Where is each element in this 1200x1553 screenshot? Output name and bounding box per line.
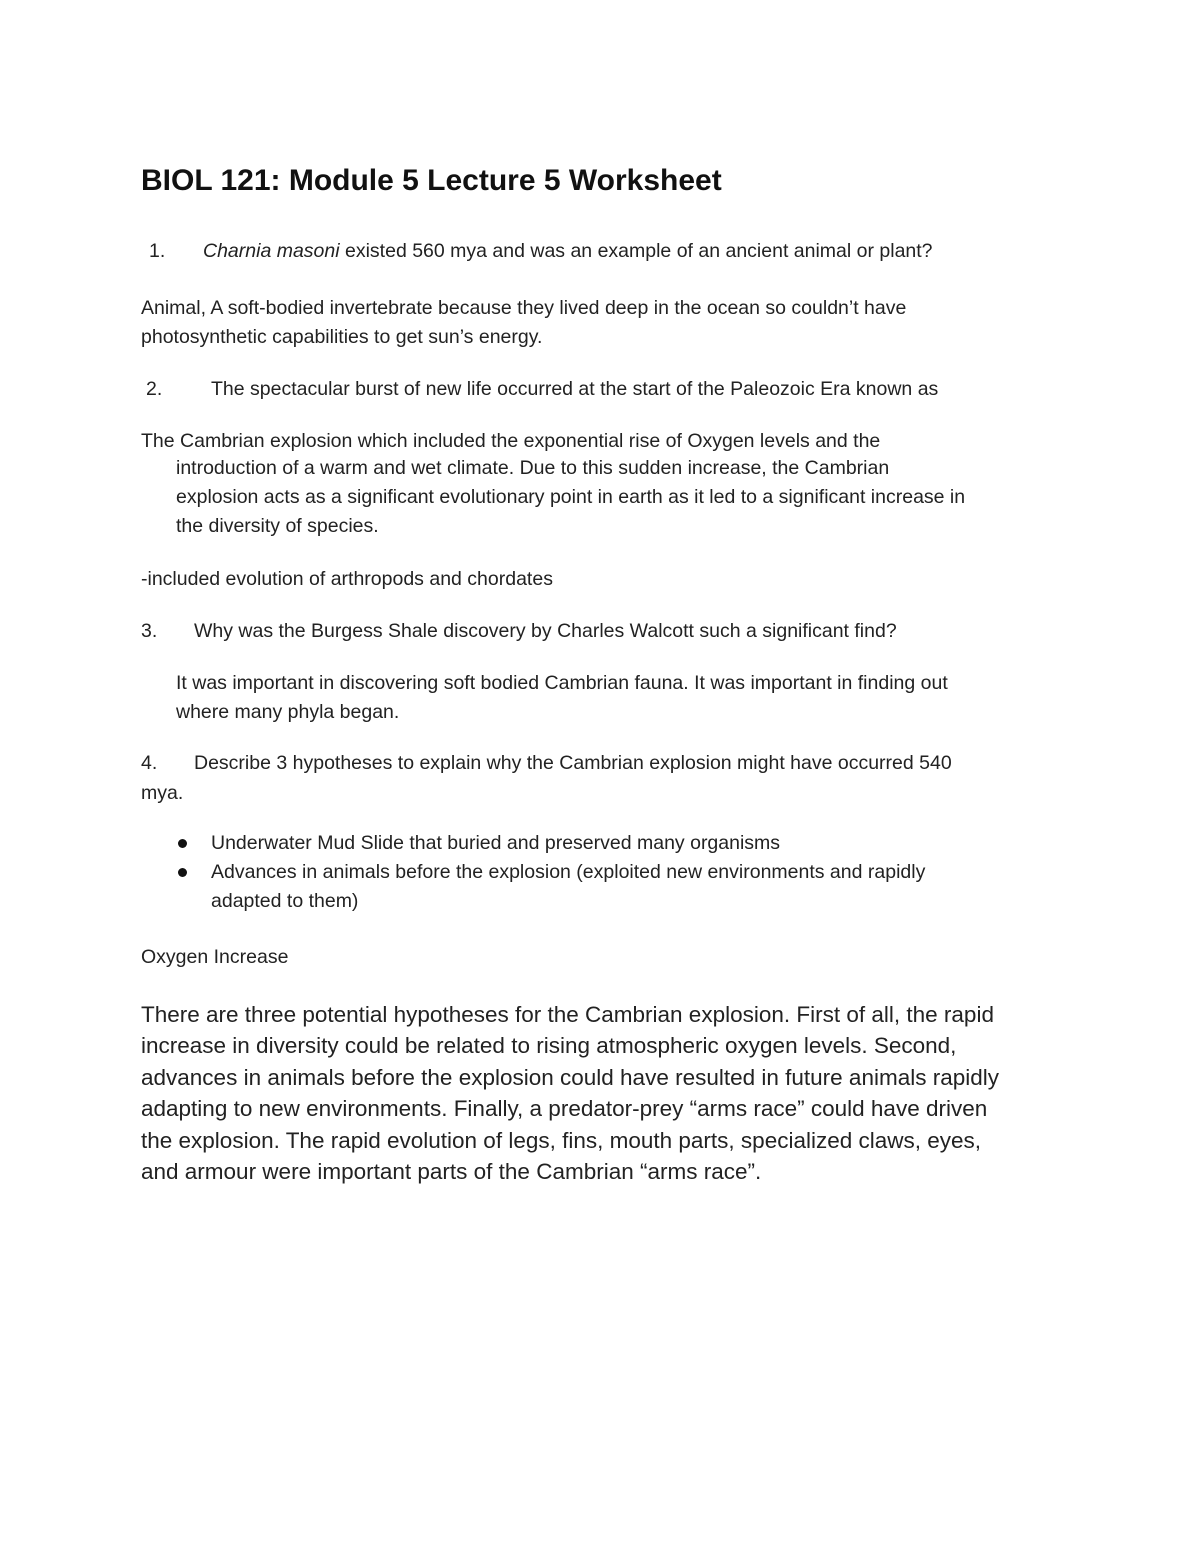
bullet-icon — [178, 839, 187, 848]
q4-paragraph-line-4: adapting to new environments. Finally, a predator-prey “arms race” could have driven — [141, 1096, 988, 1121]
q1-answer-line-2: photosynthetic capabilities to get sun’s energy. — [141, 326, 543, 348]
q3-answer-line-2: where many phyla began. — [176, 701, 400, 723]
q4-paragraph-line-6: and armour were important parts of the Cambrian “arms race”. — [141, 1159, 762, 1184]
q2-question: The spectacular burst of new life occurred at the start of the Paleozoic Era known as — [211, 378, 939, 400]
q4-question-line-2: mya. — [141, 782, 184, 804]
q4-extra: Oxygen Increase — [141, 946, 289, 968]
q1-number: 1. — [149, 240, 166, 262]
q1-question — [203, 242, 933, 262]
q4-bullet-2-line-2: adapted to them) — [211, 890, 359, 912]
page-title: BIOL 121: Module 5 Lecture 5 Worksheet — [141, 164, 722, 197]
q3-answer-line-1: It was important in discovering soft bodied Cambrian fauna. It was important in finding out — [176, 672, 948, 694]
q4-paragraph-line-1: There are three potential hypotheses for the Cambrian explosion. First of all, the rapid — [141, 1002, 994, 1027]
q4-bullet-2-line-1: Advances in animals before the explosion (exploited new environments and rapidly — [211, 861, 926, 883]
q1-species: Charnia masoni — [203, 240, 340, 262]
q3-question: Why was the Burgess Shale discovery by Charles Walcott such a significant find? — [194, 620, 897, 642]
q4-paragraph-line-5: the explosion. The rapid evolution of legs, fins, mouth parts, specialized claws, eyes, — [141, 1128, 982, 1153]
q4-paragraph-line-2: increase in diversity could be related to rising atmospheric oxygen levels. Second, — [141, 1033, 957, 1058]
q2-number: 2. — [146, 378, 163, 400]
q1-question-rest: existed 560 mya and was an example of an ancient animal or plant? — [345, 240, 933, 262]
q2-note: -included evolution of arthropods and chordates — [141, 568, 553, 590]
q4-question-line-1: Describe 3 hypotheses to explain why the Cambrian explosion might have occurred 540 — [194, 752, 952, 774]
q4-bullet-1: Underwater Mud Slide that buried and preserved many organisms — [211, 832, 781, 854]
q4-paragraph-line-3: advances in animals before the explosion could have resulted in future animals rapidly — [141, 1065, 999, 1090]
bullet-icon — [178, 868, 187, 877]
q2-answer-line-2: introduction of a warm and wet climate. Due to this sudden increase, the Cambrian — [176, 457, 890, 479]
q2-answer-line-3: explosion acts as a significant evolutionary point in earth as it led to a significant increase in — [176, 486, 966, 508]
q2-answer-line-1: The Cambrian explosion which included the exponential rise of Oxygen levels and the — [141, 430, 881, 452]
q2-answer-line-4: the diversity of species. — [176, 515, 379, 537]
q3-number: 3. — [141, 620, 158, 642]
q4-number: 4. — [141, 752, 158, 774]
q1-answer-line-1: Animal, A soft-bodied invertebrate because they lived deep in the ocean so couldn’t have — [141, 297, 907, 319]
